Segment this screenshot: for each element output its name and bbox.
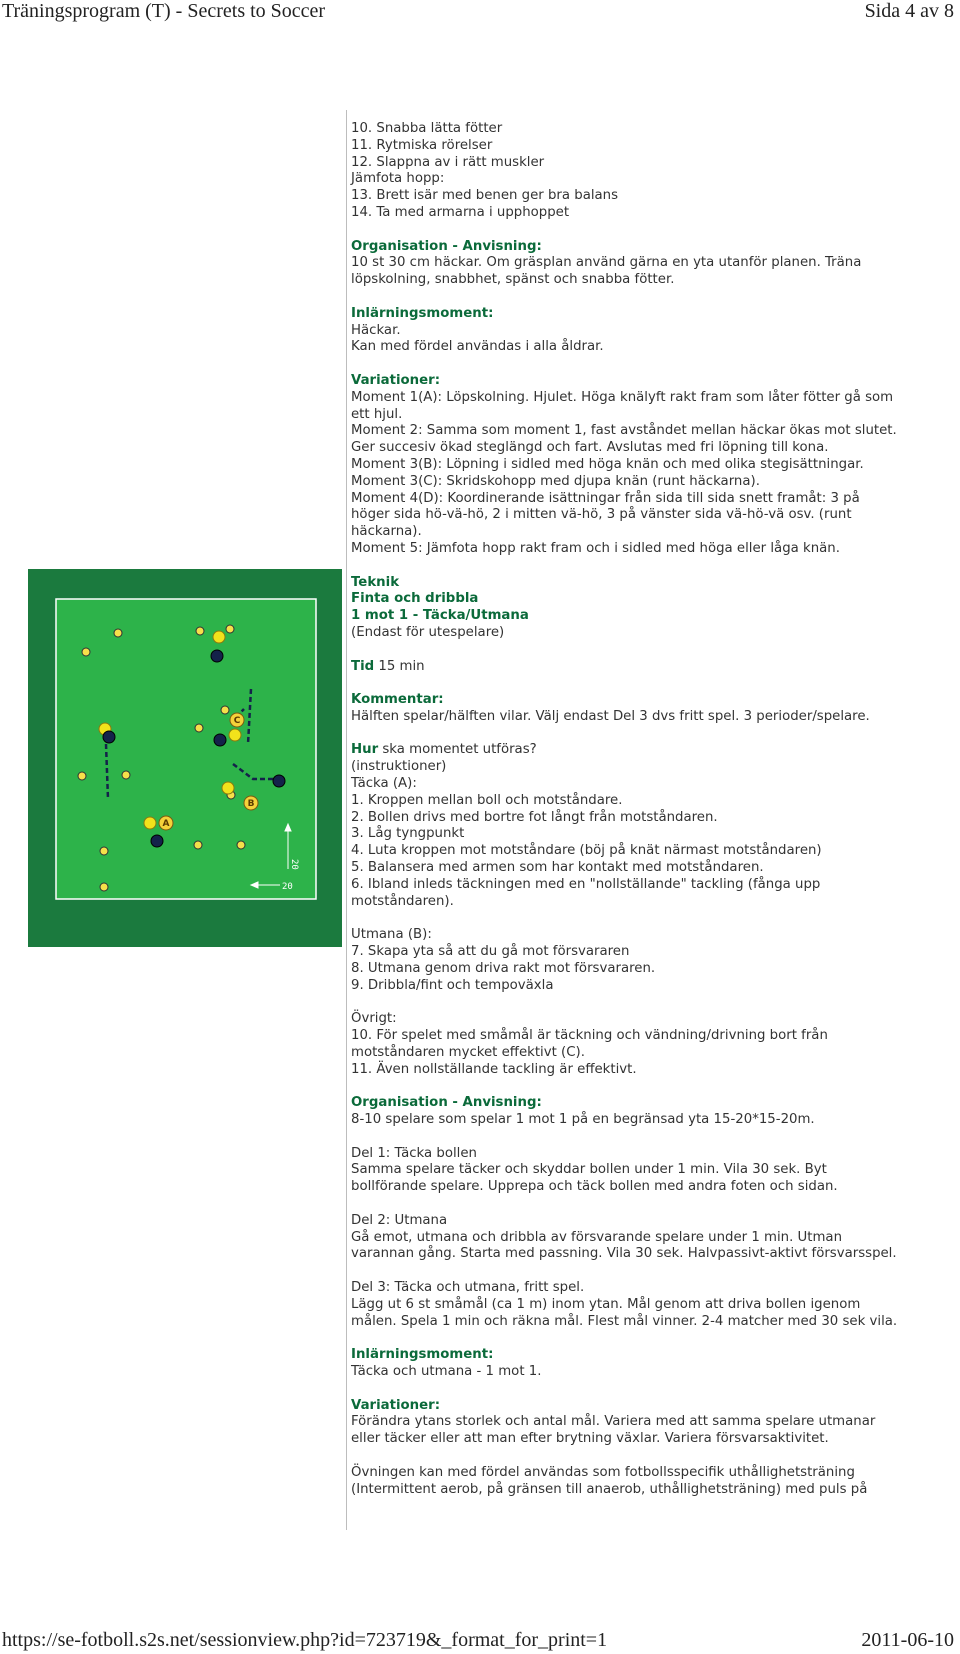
cone <box>114 629 122 637</box>
cone <box>194 841 202 849</box>
ovr-line: 11. Även nollställande tackling är effektivt. <box>351 1061 637 1077</box>
instr-line: 2. Bollen drivs med bortre fot långt från motståndaren. <box>351 809 718 825</box>
cone <box>226 625 234 633</box>
cone <box>100 847 108 855</box>
inl2-text: Täcka och utmana - 1 mot 1. <box>351 1363 542 1379</box>
attacker-player <box>144 817 156 829</box>
var-line: Moment 2: Samma som moment 1, fast avståndet mellan häckar ökas mot slutet. Ger succesiv ökad steglängd och fart. Avslutas med fri löpning till kona. <box>351 423 897 456</box>
cone <box>100 883 108 891</box>
cone <box>122 771 130 779</box>
exercise-category: Teknik <box>351 574 400 590</box>
session-content <box>351 121 901 1498</box>
org-text: 10 st 30 cm häckar. Om gräsplan använd gärna en yta utanför planen. Träna löpskolning, snabbhet, spänst och snabba fötter. <box>351 255 862 288</box>
var-line: Moment 3(C): Skridskohopp med djupa knän (runt häckarna). <box>351 473 760 489</box>
how-line <box>351 742 901 759</box>
field-svg <box>28 569 342 947</box>
duration <box>351 659 901 676</box>
inl-line: Häckar. <box>351 322 401 338</box>
defender-player <box>211 650 223 662</box>
var2-text: Förändra ytans storlek och antal mål. Variera med att samma spelare utmanar eller täcker eller att man efter brytning växlar. Variera försvarsaktivitet. <box>351 1414 876 1447</box>
cone <box>195 724 203 732</box>
del3-line: Del 3: Täcka och utmana, fritt spel. <box>351 1279 585 1295</box>
list-item: 11. Rytmiska rörelser <box>351 137 493 153</box>
var-line: Moment 4(D): Koordinerande isättningar från sida till sida snett framåt: 3 på höger sida hö-vä-hö, 2 i mitten vä-hö, 3 på vänster sida vä-hö-vä osv. (runt häckarna). <box>351 490 860 540</box>
var2-heading: Variationer: <box>351 1397 441 1413</box>
instr-line: 1. Kroppen mellan boll och motståndare. <box>351 792 623 808</box>
var-line: Moment 1(A): Löpskolning. Hjulet. Höga knälyft rakt fram som låter fötter gå som ett hjul. <box>351 389 894 422</box>
field-grass <box>56 599 316 899</box>
cone <box>221 706 229 714</box>
list-item: 13. Brett isär med benen ger bra balans <box>351 188 619 204</box>
footer-date: 2011-06-10 <box>861 1629 954 1651</box>
comment-text: Hälften spelar/hälften vilar. Välj endast Del 3 dvs fritt spel. 3 perioder/spelare. <box>351 708 870 724</box>
list-item: 12. Slappna av i rätt muskler <box>351 154 545 170</box>
var-line: Moment 5: Jämfota hopp rakt fram och i sidled med höga eller låga knän. <box>351 540 840 556</box>
instr-line: 5. Balansera med armen som har kontakt med motståndaren. <box>351 860 764 876</box>
inl-line: Kan med fördel användas i alla åldrar. <box>351 339 604 355</box>
utm-line: Utmana (B): <box>351 927 432 943</box>
inl-heading: Inlärningsmoment: <box>351 305 494 321</box>
utm-line: 7. Skapa yta så att du gå mot försvararen <box>351 944 630 960</box>
attacker-player <box>229 729 241 741</box>
attacker-player <box>213 631 225 643</box>
ovr-line: Övrigt: <box>351 1011 397 1027</box>
list-item: 10. Snabba lätta fötter <box>351 121 503 136</box>
del2-line: Gå emot, utmana och dribbla av försvarande spelare under 1 min. Utman varannan gång. Starta med passning. Vila 30 sek. Halvpassivt-aktivt försvarsspel. <box>351 1229 897 1262</box>
instr-line: 4. Luta kroppen mot motståndare (böj på knät närmast motståndaren) <box>351 843 822 859</box>
duration-value: 15 min <box>374 658 425 674</box>
exercise-name: 1 mot 1 - Täcka/Utmana <box>351 608 529 624</box>
print-footer <box>0 1628 960 1654</box>
badge-c-label: C <box>233 716 241 726</box>
utm-line: 8. Utmana genom driva rakt mot försvararen. <box>351 960 656 976</box>
exercise-note: (Endast för utespelare) <box>351 624 505 640</box>
header-page: Sida 4 av 8 <box>864 0 954 22</box>
list-item: Jämfota hopp: <box>351 171 445 187</box>
org2-heading: Organisation - Anvisning: <box>351 1095 542 1111</box>
del1-line: Del 1: Täcka bollen <box>351 1145 477 1161</box>
exercise-diagram <box>28 569 342 947</box>
column-divider <box>346 110 347 1530</box>
badge-a-label: A <box>162 819 170 829</box>
var-heading: Variationer: <box>351 372 441 388</box>
how-rest: ska momentet utföras? <box>378 742 537 758</box>
duration-label: Tid <box>351 658 375 674</box>
cone <box>82 648 90 656</box>
instr-line: 3. Låg tyngpunkt <box>351 826 465 842</box>
dimension-label-vertical: 20 <box>289 859 299 870</box>
ovr-line: 10. För spelet med småmål är täckning och vändning/drivning bort från motståndaren mycket effektivt (C). <box>351 1028 828 1060</box>
defender-player <box>103 731 115 743</box>
exercise-subcategory: Finta och dribbla <box>351 591 479 607</box>
print-header <box>0 0 960 26</box>
del2-line: Del 2: Utmana <box>351 1212 448 1228</box>
dimension-label-horizontal: 20 <box>282 882 293 892</box>
defender-player <box>151 835 163 847</box>
inl2-heading: Inlärningsmoment: <box>351 1347 494 1363</box>
instr-line: 6. Ibland inleds täckningen med en "nollställande" tackling (fånga upp motståndaren). <box>351 876 821 909</box>
cone <box>196 627 204 635</box>
var-line: Moment 3(B): Löpning i sidled med höga knän och med olika stegisättningar. <box>351 456 864 472</box>
header-title: Träningsprogram (T) - Secrets to Soccer <box>2 0 326 22</box>
del3-line: Lägg ut 6 st småmål (ca 1 m) inom ytan. Mål genom att driva bollen igenom målen. Spela 1 min och räkna mål. Flest mål vinner. 2-4 matcher med 30 sek vila. <box>351 1296 898 1329</box>
defender-player <box>273 775 285 787</box>
list-items <box>351 121 901 222</box>
defender-player <box>214 734 226 746</box>
utm-line: 9. Dribbla/fint och tempoväxla <box>351 977 554 993</box>
org2-text: 8-10 spelare som spelar 1 mot 1 på en begränsad yta 15-20*15-20m. <box>351 1112 815 1128</box>
list-item: 14. Ta med armarna i upphoppet <box>351 204 570 220</box>
comment-heading: Kommentar: <box>351 692 444 708</box>
org-heading: Organisation - Anvisning: <box>351 238 542 254</box>
cone <box>237 841 245 849</box>
final-text: Övningen kan med fördel användas som fotbollsspecifik uthållighetsträning (Intermittent aerob, på gränsen till anaerob, uthållighetsträning) med puls på <box>351 1464 868 1497</box>
del1-line: Samma spelare täcker och skyddar bollen under 1 min. Vila 30 sek. Byt bollförande spelare. Upprepa och täck bollen med andra foten och sidan. <box>351 1162 838 1195</box>
instr-line: (instruktioner) <box>351 759 447 775</box>
how-label: Hur <box>351 742 379 758</box>
cone <box>78 772 86 780</box>
instr-line: Täcka (A): <box>351 776 417 792</box>
badge-b-label: B <box>247 799 255 809</box>
footer-url: https://se-fotboll.s2s.net/sessionview.php?id=723719&_format_for_print=1 <box>2 1629 608 1651</box>
attacker-player <box>222 782 234 794</box>
